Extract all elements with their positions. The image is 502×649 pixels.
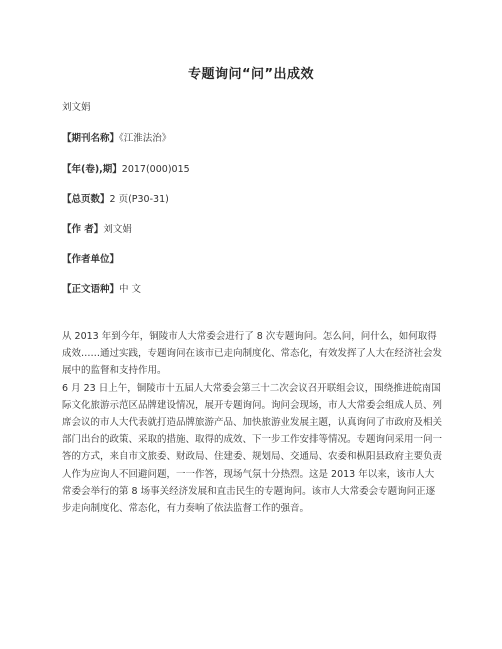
meta-affiliation [62, 251, 119, 265]
meta-value: 中 文 [119, 284, 142, 295]
meta-label: 【正文语种】 [62, 284, 120, 295]
meta-value: 《江淮法治》 [119, 133, 172, 144]
meta-value: 2017(000)015 [121, 164, 190, 175]
meta-pages [62, 191, 169, 205]
meta-language [62, 281, 141, 295]
article-title: 专题询问“问”出成效 [187, 67, 315, 82]
meta-value: 2 页(P30-31) [109, 194, 169, 205]
body-paragraph: 从 2013 年到今年，铜陵市人大常委会进行了 8 次专题询问。怎么问，问什么，如何取得成效……通过实践，专题询问在该市已走向制度化、常态化，有效发挥了人大在经济社会发展中的监督和支持作用。 [62, 331, 443, 377]
meta-journal [62, 130, 171, 144]
meta-label: 【作者单位】 [62, 254, 120, 265]
meta-value: 刘文娟 [103, 224, 132, 235]
meta-label: 【总页数】 [62, 194, 110, 205]
meta-label: 【期刊名称】 [62, 133, 120, 144]
meta-label: 【年(卷),期】 [62, 164, 122, 175]
meta-label: 【作 者】 [62, 224, 104, 235]
author-line: 刘文娟 [62, 102, 91, 113]
meta-author [62, 221, 132, 235]
article-body [62, 328, 442, 517]
meta-volume [62, 161, 190, 175]
body-paragraph: 6 月 23 日上午，铜陵市十五届人大常委会第三十二次会议召开联组会议，围绕推进皖南国际文化旅游示范区品牌建设情况，展开专题询问。询问会现场，市人大常委会组成人员、列席会议的市人大代表就打造品牌旅游产品、加快旅游业发展主题，认真询问了市政府及相关部门出台的政策、采取的措施、取得的成效、下一步工作安排等情况。专题询问采用一问一答的方式，来自市文旅委、财政局、住建委、规划局、交通局、农委和枞阳县政府主要负责人作为应询人不回避问题，一一作答，现场气氛十分热烈。这是 2013 年以来，该市人大常委会举行的第 8 场事关经济发展和直击民生的专题询问。该市人大常委会专题询问正逐步走向制度化、常态化，有力奏响了依法监督工作的强音。 [62, 382, 443, 515]
